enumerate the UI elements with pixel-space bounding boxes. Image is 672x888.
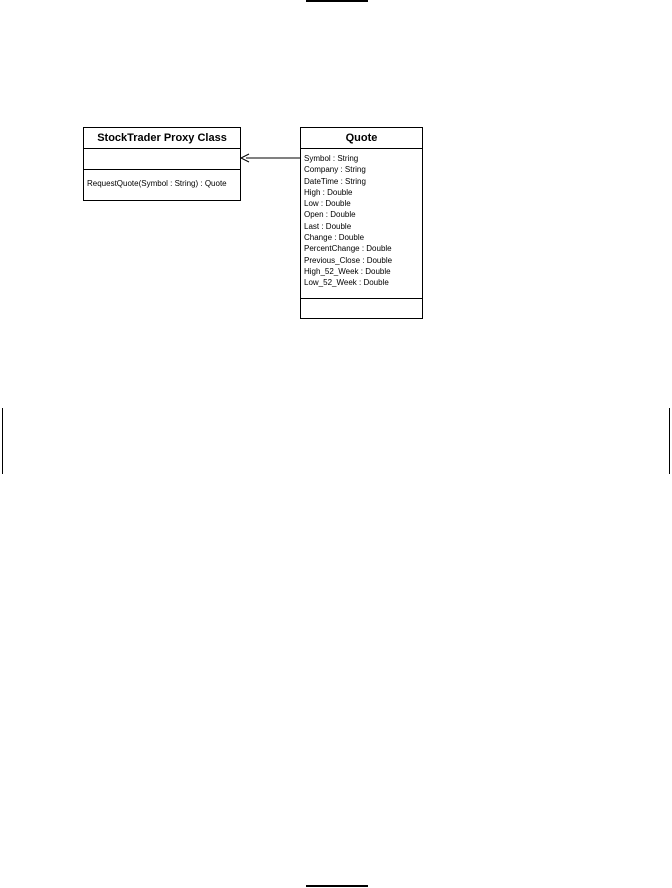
attribute-item: Open : Double bbox=[304, 210, 356, 220]
attribute-item: High : Double bbox=[304, 187, 353, 197]
class-name-stocktrader-proxy: StockTrader Proxy Class bbox=[84, 128, 240, 149]
attribute-item: PercentChange : Double bbox=[304, 244, 392, 254]
attribute-item: Company : String bbox=[304, 165, 366, 175]
operations-compartment-quote bbox=[301, 299, 422, 319]
operations-compartment-stocktrader-proxy bbox=[84, 170, 240, 189]
attribute-item: Low_52_Week : Double bbox=[304, 278, 389, 288]
attribute-item: Low : Double bbox=[304, 199, 351, 209]
class-name-quote: Quote bbox=[301, 128, 422, 149]
attributes-compartment-quote bbox=[301, 149, 422, 299]
attribute-item: DateTime : String bbox=[304, 176, 366, 186]
attribute-item: High_52_Week : Double bbox=[304, 266, 391, 276]
stocktrader-proxy-class-box bbox=[83, 127, 241, 201]
attributes-compartment-stocktrader-proxy bbox=[84, 149, 240, 170]
attribute-item: Previous_Close : Double bbox=[304, 255, 393, 265]
operation-request-quote: RequestQuote(Symbol : String) : Quote bbox=[87, 179, 227, 188]
attribute-item: Last : Double bbox=[304, 221, 352, 231]
attribute-item: Change : Double bbox=[304, 233, 365, 243]
attribute-item: Symbol : String bbox=[304, 154, 359, 163]
quote-class-box bbox=[300, 127, 423, 319]
